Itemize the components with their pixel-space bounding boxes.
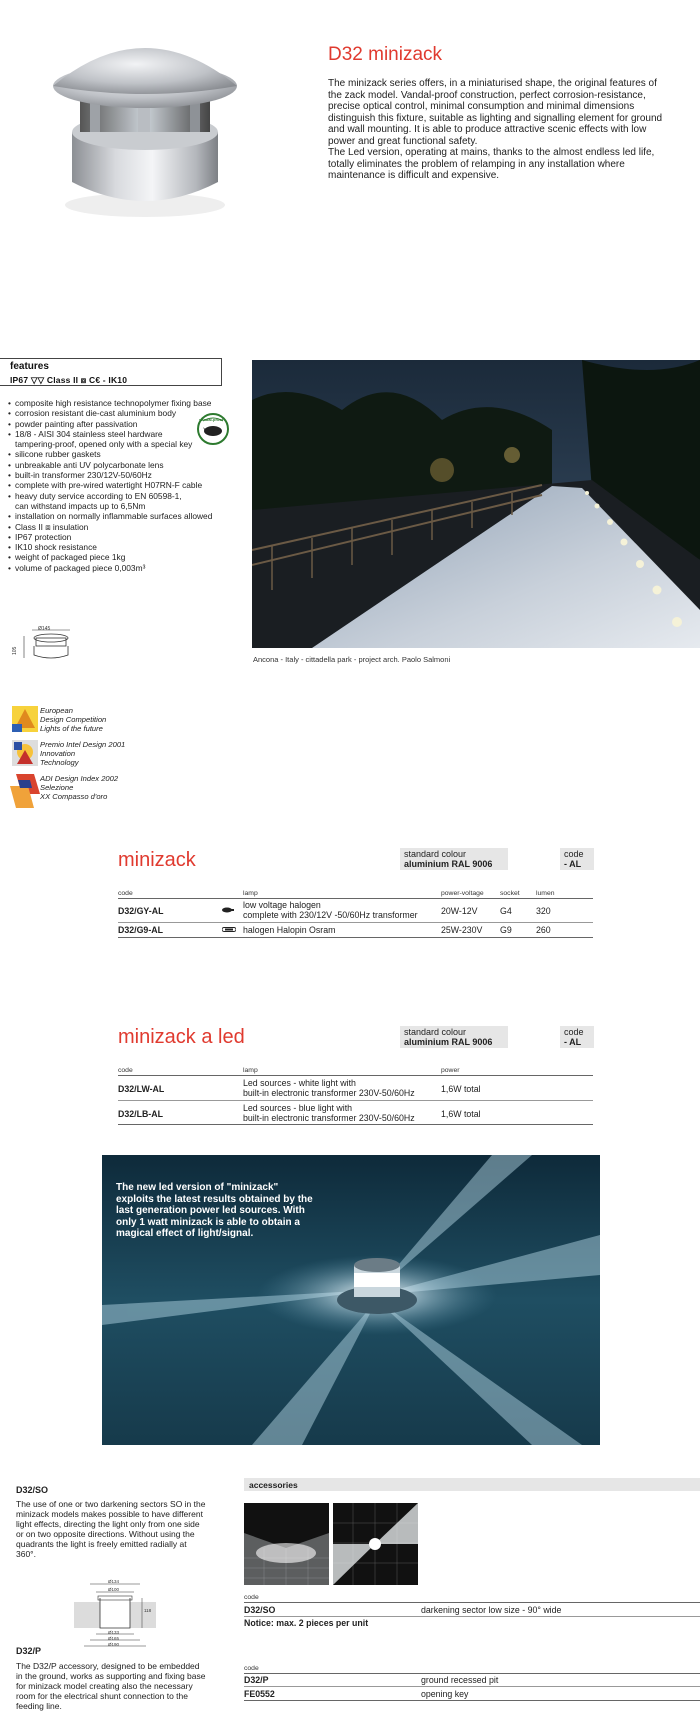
- table-row-lamp: Led sources - white light with built-in electronic transformer 230V-50/60Hz: [243, 1078, 415, 1098]
- table-row: D32/LW-AL: [118, 1084, 165, 1094]
- table-row: D32/G9-AL: [118, 925, 163, 935]
- table-row: FE0552: [244, 1689, 275, 1699]
- table-row-power: 1,6W total: [441, 1109, 481, 1119]
- intel-design-award-icon: [12, 740, 38, 766]
- standard-colour-label: standard colour aluminium RAL 9006: [404, 849, 493, 869]
- table-row-lumen: 320: [536, 906, 551, 916]
- table-header-lamp: lamp: [243, 1067, 258, 1074]
- table-header-power: power: [441, 1067, 460, 1074]
- table-row-lamp: low voltage halogen complete with 230/12V -50/60Hz transformer: [243, 900, 418, 920]
- code-label: code - AL: [564, 1027, 584, 1047]
- table-row-desc: ground recessed pit: [421, 1675, 499, 1685]
- table-header-code: code: [118, 1067, 133, 1074]
- feature-item: • unbreakable anti UV polycarbonate lens: [8, 460, 258, 470]
- feature-item: • IK10 shock resistance: [8, 542, 258, 552]
- pit-dim-133: Ø133: [108, 1630, 120, 1635]
- table-row-desc: opening key: [421, 1689, 469, 1699]
- so-description: The use of one or two darkening sectors SO in the minizack models makes possible to have different light effects, directing the light only from one side or on two opposite directions. Without using the quadrants the light is freely emitted radially at 360°.: [16, 1499, 206, 1559]
- features-title: features: [10, 361, 49, 372]
- acc-table-header-code: code: [244, 1594, 259, 1601]
- standard-colour-label: standard colour aluminium RAL 9006: [404, 1027, 493, 1047]
- table-rule: [118, 1124, 593, 1125]
- feature-item: • powder painting after passivation: [8, 419, 258, 429]
- table-rule: [244, 1686, 700, 1687]
- table-rule: [244, 1700, 700, 1701]
- table-row: D32/GY-AL: [118, 906, 164, 916]
- table-row-desc: darkening sector low size - 90° wide: [421, 1605, 562, 1615]
- table-rule: [244, 1673, 700, 1674]
- minizack-led-section-title: minizack a led: [118, 1026, 245, 1048]
- code-label: code - AL: [564, 849, 584, 869]
- photo-caption: Ancona - Italy - cittadella park - project arch. Paolo Salmoni: [253, 655, 451, 664]
- table-row-lamp: Led sources - blue light with built-in electronic transformer 230V-50/60Hz: [243, 1103, 415, 1123]
- sector-one-side-image: [244, 1503, 329, 1585]
- halogen-lamp-icon: [222, 907, 234, 913]
- product-title: D32 minizack: [328, 44, 443, 65]
- dimension-width: Ø145: [38, 626, 51, 632]
- table-rule: [118, 898, 593, 899]
- feature-item: • volume of packaged piece 0,003m³: [8, 563, 258, 573]
- table-rule: [244, 1616, 700, 1617]
- feature-item: • installation on normally inflammable surfaces allowed: [8, 511, 258, 521]
- pit-dim-118: 118: [144, 1608, 152, 1613]
- features-subtitle: IP67 ▽▽ Class II ⧈ C€ - IK10: [10, 375, 128, 385]
- vandal-proof-label: vandal-proof: [199, 417, 224, 422]
- accessories-title: accessories: [249, 1480, 298, 1490]
- pit-dim-190: Ø190: [108, 1642, 120, 1647]
- table-row-power: 25W-230V: [441, 925, 483, 935]
- table-rule: [118, 1075, 593, 1076]
- table-header-socket: socket: [500, 890, 520, 897]
- table-header-code: code: [118, 890, 133, 897]
- table-row: D32/P: [244, 1675, 269, 1685]
- halopin-lamp-icon: [222, 927, 236, 932]
- feature-item: • IP67 protection: [8, 532, 258, 542]
- table-row-lamp: halogen Halopin Osram: [243, 925, 336, 935]
- table-row-power: 1,6W total: [441, 1084, 481, 1094]
- adi-design-index-icon: [10, 774, 40, 808]
- table-rule: [118, 922, 593, 923]
- so-code: D32/SO: [16, 1485, 49, 1495]
- award-intel-design: Premio Intel Design 2001 Innovation Technology: [40, 740, 126, 767]
- table-rule: [244, 1602, 700, 1603]
- led-promo-text: The new led version of "minizack" exploits the latest results obtained by the last generation power led sources. With only 1 watt minizack is able to obtain a magical effect of light/signal.: [116, 1182, 313, 1239]
- product-photo-minizack: [40, 20, 250, 220]
- feature-item: • Class II ⧈ insulation: [8, 522, 258, 532]
- table-row-lumen: 260: [536, 925, 551, 935]
- pit-dim-100: Ø100: [108, 1587, 120, 1592]
- table-row: D32/LB-AL: [118, 1109, 163, 1119]
- acc-table-header-code: code: [244, 1665, 259, 1672]
- notice: Notice: max. 2 pieces per unit: [244, 1618, 369, 1628]
- p-description: The D32/P accessory, designed to be embedded in the ground, works as supporting and fixing base for minizack model creating also the necessary room for the electrical shunt connection to the feeding line.: [16, 1661, 206, 1711]
- feature-item: • corrosion resistant die-cast aluminium body: [8, 408, 258, 418]
- pit-dim-134: Ø134: [108, 1579, 120, 1584]
- feature-item: • 18/8 - AISI 304 stainless steel hardware: [8, 429, 258, 439]
- p-code: D32/P: [16, 1646, 42, 1656]
- table-row: D32/SO: [244, 1605, 276, 1615]
- pit-dim-165: Ø165: [108, 1636, 120, 1641]
- table-rule: [118, 1100, 593, 1101]
- table-header-power: power-voltage: [441, 890, 484, 897]
- european-design-award-icon: [12, 706, 38, 732]
- feature-item: • silicone rubber gaskets: [8, 449, 258, 459]
- table-row-socket: G9: [500, 925, 512, 935]
- dimension-height: 105: [12, 646, 18, 655]
- park-photo: [252, 360, 700, 648]
- feature-item: tampering-proof, opened only with a special key: [15, 439, 193, 450]
- minizack-section-title: minizack: [118, 849, 196, 871]
- table-header-lumen: lumen: [536, 890, 555, 897]
- award-adi-design: ADI Design Index 2002 Selezione XX Compasso d'oro: [40, 774, 119, 801]
- feature-item: • weight of packaged piece 1kg: [8, 552, 258, 562]
- table-header-lamp: lamp: [243, 890, 258, 897]
- sector-two-sides-image: [333, 1503, 418, 1585]
- feature-item: • heavy duty service according to EN 60598-1,: [8, 491, 258, 501]
- award-european-design: European Design Competition Lights of the future: [40, 706, 107, 733]
- feature-item: can withstand impacts up to 6,5Nm: [15, 500, 146, 511]
- product-intro: The minizack series offers, in a miniaturised shape, the original features of the zack model. Vandal-proof construction, perfect corrosion-resistance, precise optical control, minimal consumption and minimal dimensions distinguish this fixture, suitable as lighting and signalling element for ground and wall mounting. It is able to produce attractive scenic effects with low power and great functional safety. The Led version, operating at mains, thanks to the almost endless led life, totally eliminates the problem of relamping in any installation where maintenance is difficult and expensive.: [328, 78, 663, 181]
- feature-item: • built-in transformer 230/12V-50/60Hz: [8, 470, 258, 480]
- table-row-power: 20W-12V: [441, 906, 478, 916]
- table-row-socket: G4: [500, 906, 512, 916]
- feature-item: • complete with pre-wired watertight H07RN-F cable: [8, 480, 258, 490]
- feature-item: • composite high resistance technopolymer fixing base: [8, 398, 258, 408]
- table-rule: [118, 937, 593, 938]
- accessories-header: [244, 1478, 700, 1491]
